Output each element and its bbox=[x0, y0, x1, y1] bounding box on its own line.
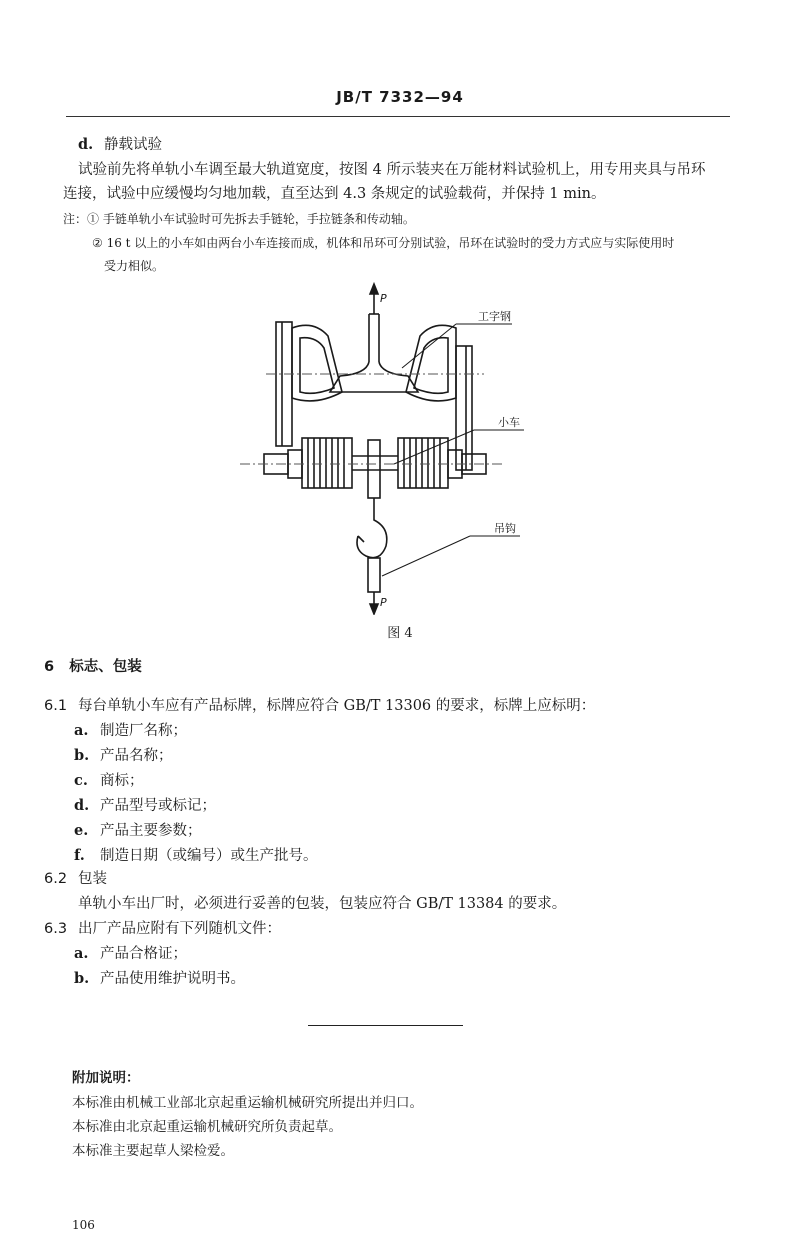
section-6-1 bbox=[44, 696, 595, 716]
section-6-1-number: 6.1 bbox=[44, 698, 68, 714]
item-d-title: 静载试验 bbox=[104, 137, 162, 153]
item-d-paragraph-line2: 连接，试验中应缓慢均匀地加载，直至达到 4.3 条规定的试验载荷，并保持 1 min。 bbox=[63, 186, 606, 202]
section-6-1-text: 每台单轨小车应有产品标牌，标牌应符合 GB/T 13306 的要求，标牌上应标明： bbox=[78, 698, 596, 714]
hook-shank bbox=[368, 558, 380, 592]
note-2-line2: 受力相似。 bbox=[104, 259, 165, 273]
list-item: c. 商标； bbox=[74, 772, 144, 789]
note-1: 注：① 手链单轨小车试验时可先拆去手链轮，手拉链条和传动轴。 bbox=[63, 212, 415, 226]
appendix-line1: 本标准由机械工业部北京起重运输机械研究所提出并归口。 bbox=[72, 1095, 423, 1111]
section-6-title: 标志、包装 bbox=[69, 659, 142, 675]
page-number: 106 bbox=[72, 1218, 95, 1232]
list-item: a. 制造厂名称； bbox=[74, 722, 187, 739]
section-6-2-text: 单轨小车出厂时，必须进行妥善的包装，包装应符合 GB/T 13384 的要求。 bbox=[78, 896, 567, 912]
item-d-paragraph-line1: 试验前先将单轨小车调至最大轨道宽度，按图 4 所示装夹在万能材料试验机上，用专用夹具与吊环 bbox=[78, 162, 706, 178]
appendix-line2: 本标准由北京起重运输机械研究所负责起草。 bbox=[72, 1119, 342, 1135]
callout-trolley: 小车 bbox=[498, 416, 520, 429]
appendix-line3: 本标准主要起草人梁检爱。 bbox=[72, 1143, 234, 1159]
section-6-number: 6 bbox=[44, 659, 55, 675]
figure-4-diagram bbox=[230, 280, 550, 619]
left-side-plate bbox=[276, 322, 292, 446]
list-item: a. 产品合格证； bbox=[74, 945, 187, 962]
item-d-label: d. bbox=[78, 136, 94, 153]
i-beam bbox=[330, 362, 418, 392]
list-item: b. 产品名称； bbox=[74, 747, 173, 764]
list-item: d. 产品型号或标记； bbox=[74, 797, 216, 814]
section-6-heading bbox=[44, 657, 142, 677]
section-6-3-text: 出厂产品应附有下列随机文件： bbox=[78, 921, 281, 937]
callout-hook: 吊钩 bbox=[494, 522, 516, 535]
document-header-code: JB/T 7332—94 bbox=[336, 88, 464, 106]
section-6-2 bbox=[44, 869, 107, 889]
note-2-line1: ② 16 t 以上的小车如由两台小车连接而成，机体和吊环可分别试验，吊环在试验时的受力方式应与实际使用时 bbox=[92, 236, 675, 250]
appendix-title: 附加说明： bbox=[72, 1070, 140, 1086]
section-6-2-title: 包装 bbox=[78, 871, 107, 887]
end-rule bbox=[308, 1025, 463, 1026]
section-6-3-number: 6.3 bbox=[44, 921, 68, 937]
item-d-heading bbox=[78, 135, 162, 155]
section-6-2-number: 6.2 bbox=[44, 871, 68, 887]
list-item: f. 制造日期（或编号）或生产批号。 bbox=[74, 847, 318, 864]
section-6-3 bbox=[44, 919, 281, 939]
right-side-plate bbox=[456, 346, 472, 470]
callout-leader-hook bbox=[382, 536, 470, 576]
callout-beam: 工字钢 bbox=[478, 310, 511, 323]
hook bbox=[357, 498, 387, 558]
list-item: e. 产品主要参数； bbox=[74, 822, 202, 839]
figure-caption: 图 4 bbox=[387, 626, 413, 641]
list-item: b. 产品使用维护说明书。 bbox=[74, 970, 245, 987]
load-label-bottom: P bbox=[380, 596, 387, 609]
center-hanger bbox=[368, 440, 380, 498]
header-rule bbox=[66, 116, 730, 117]
trolley-test-diagram bbox=[230, 280, 550, 615]
load-label-top: P bbox=[380, 292, 387, 305]
